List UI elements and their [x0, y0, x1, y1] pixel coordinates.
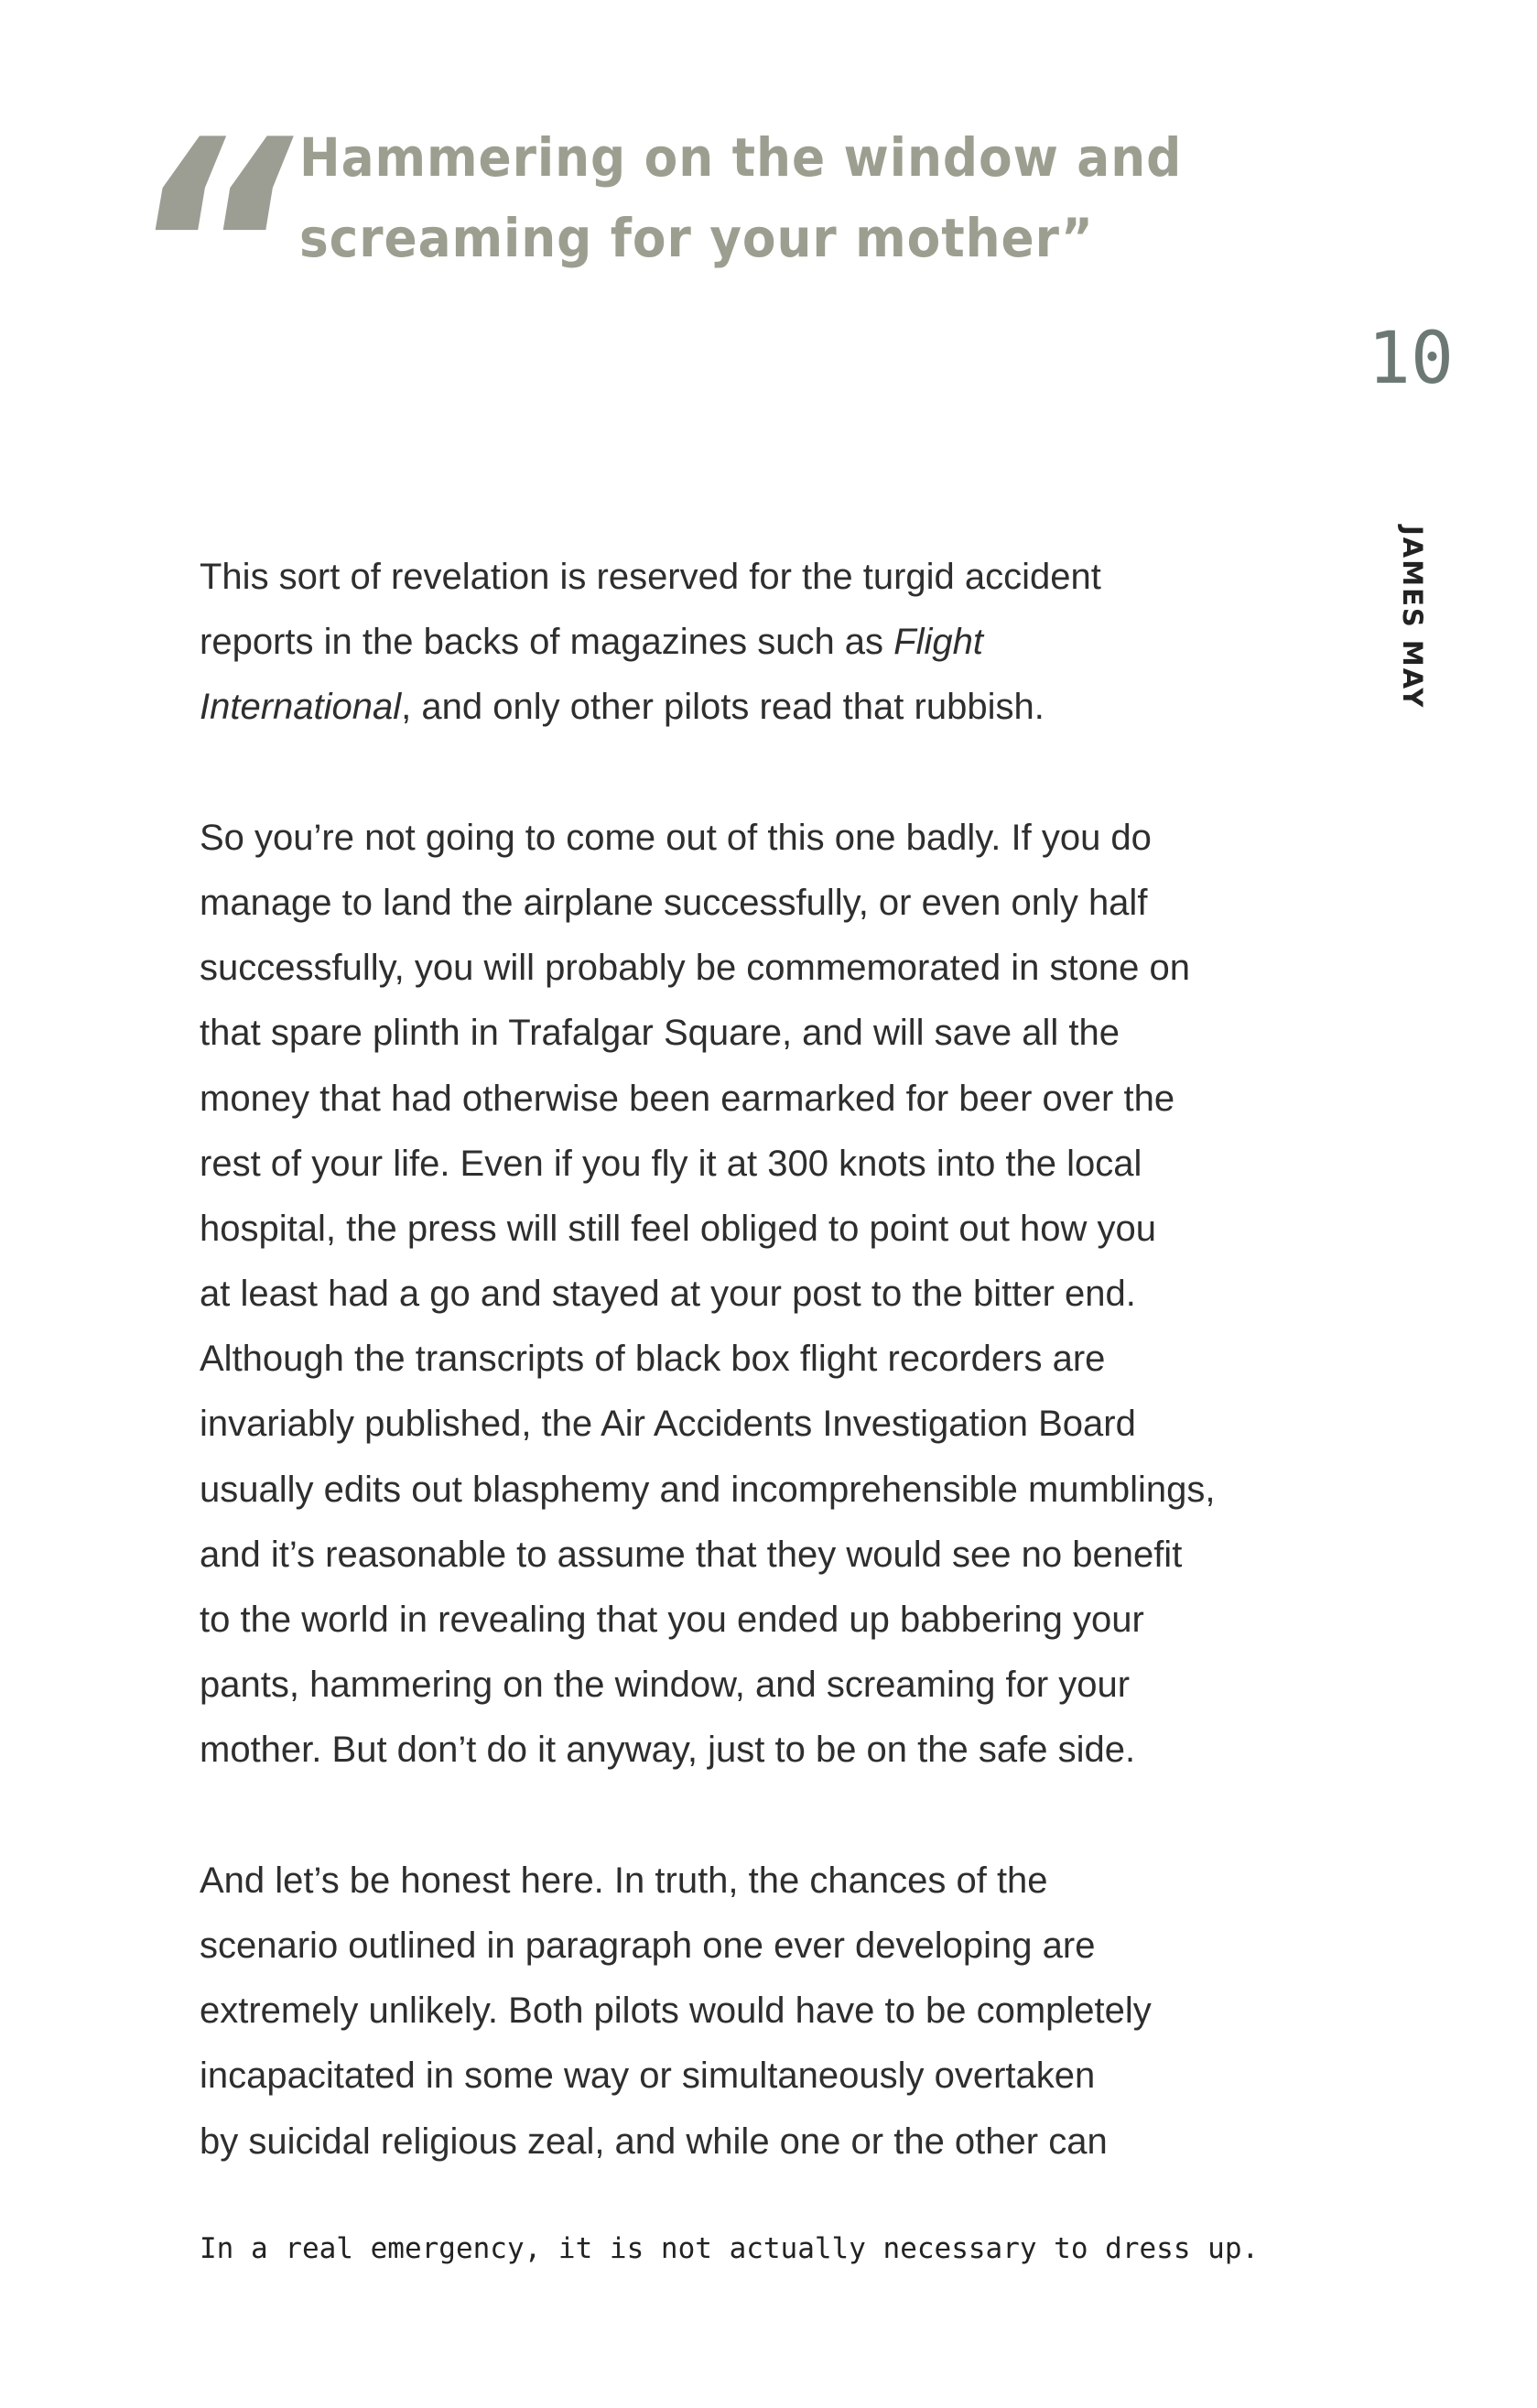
text-line: usually edits out blasphemy and incomprehensible mumblings,	[200, 1469, 1216, 1510]
text-line: mother. But don’t do it anyway, just to be on the safe side.	[200, 1730, 1136, 1771]
pull-quote-mark: “	[126, 76, 269, 428]
text-line: to the world in revealing that you ended up babbering your	[200, 1600, 1144, 1640]
text-line	[200, 675, 1216, 740]
chapter-title-line: screaming for your mother”	[299, 207, 1094, 269]
text-line: Although the transcripts of black box flight recorders are	[200, 1339, 1106, 1380]
paragraph-3	[200, 1849, 1216, 2175]
text-line: invariably published, the Air Accidents Investigation Board	[200, 1404, 1136, 1445]
text-line: extremely unlikely. Both pilots would have to be completely	[200, 1990, 1152, 2032]
text-line: This sort of revelation is reserved for the turgid accident	[200, 557, 1101, 597]
author-name	[1397, 526, 1428, 709]
text-line: and it’s reasonable to assume that they would see no benefit	[200, 1534, 1183, 1575]
chapter-title	[299, 117, 1182, 278]
text-line: manage to land the airplane successfully, or even only half	[200, 882, 1148, 923]
chapter-number: 10	[1368, 318, 1454, 400]
text-line: hospital, the press will still feel obliged to point out how you	[200, 1208, 1157, 1249]
text-line	[200, 610, 1216, 675]
italic-title: International	[200, 687, 402, 728]
text-segment: , and only other pilots read that rubbish.	[401, 687, 1045, 728]
italic-title: Flight	[893, 622, 983, 663]
paragraph-1	[200, 545, 1216, 741]
caption: In a real emergency, it is not actually necessary to dress up.	[200, 2232, 1260, 2265]
paragraph-2	[200, 806, 1216, 1784]
text-line: pants, hammering on the window, and screaming for your	[200, 1665, 1131, 1706]
text-line: scenario outlined in paragraph one ever developing are	[200, 1925, 1096, 1966]
text-line: money that had otherwise been earmarked for beer over the	[200, 1078, 1175, 1119]
body-text	[200, 545, 1216, 2240]
text-line: successfully, you will probably be commemorated in stone on	[200, 948, 1190, 989]
author-name-text: JAMES MAY	[1397, 526, 1428, 710]
text-line: And let’s be honest here. In truth, the chances of the	[200, 1860, 1048, 1901]
text-line: rest of your life. Even if you fly it at 300 knots into the local	[200, 1143, 1142, 1184]
chapter-title-line: Hammering on the window and	[299, 126, 1183, 189]
text-line: incapacitated in some way or simultaneously overtaken	[200, 2055, 1096, 2097]
text-line: So you’re not going to come out of this one badly. If you do	[200, 817, 1152, 858]
text-segment: reports in the backs of magazines such as	[200, 622, 894, 663]
text-line: by suicidal religious zeal, and while one or the other can	[200, 2121, 1108, 2162]
text-line: that spare plinth in Trafalgar Square, and will save all the	[200, 1013, 1120, 1054]
text-line: at least had a go and stayed at your post to the bitter end.	[200, 1274, 1136, 1315]
